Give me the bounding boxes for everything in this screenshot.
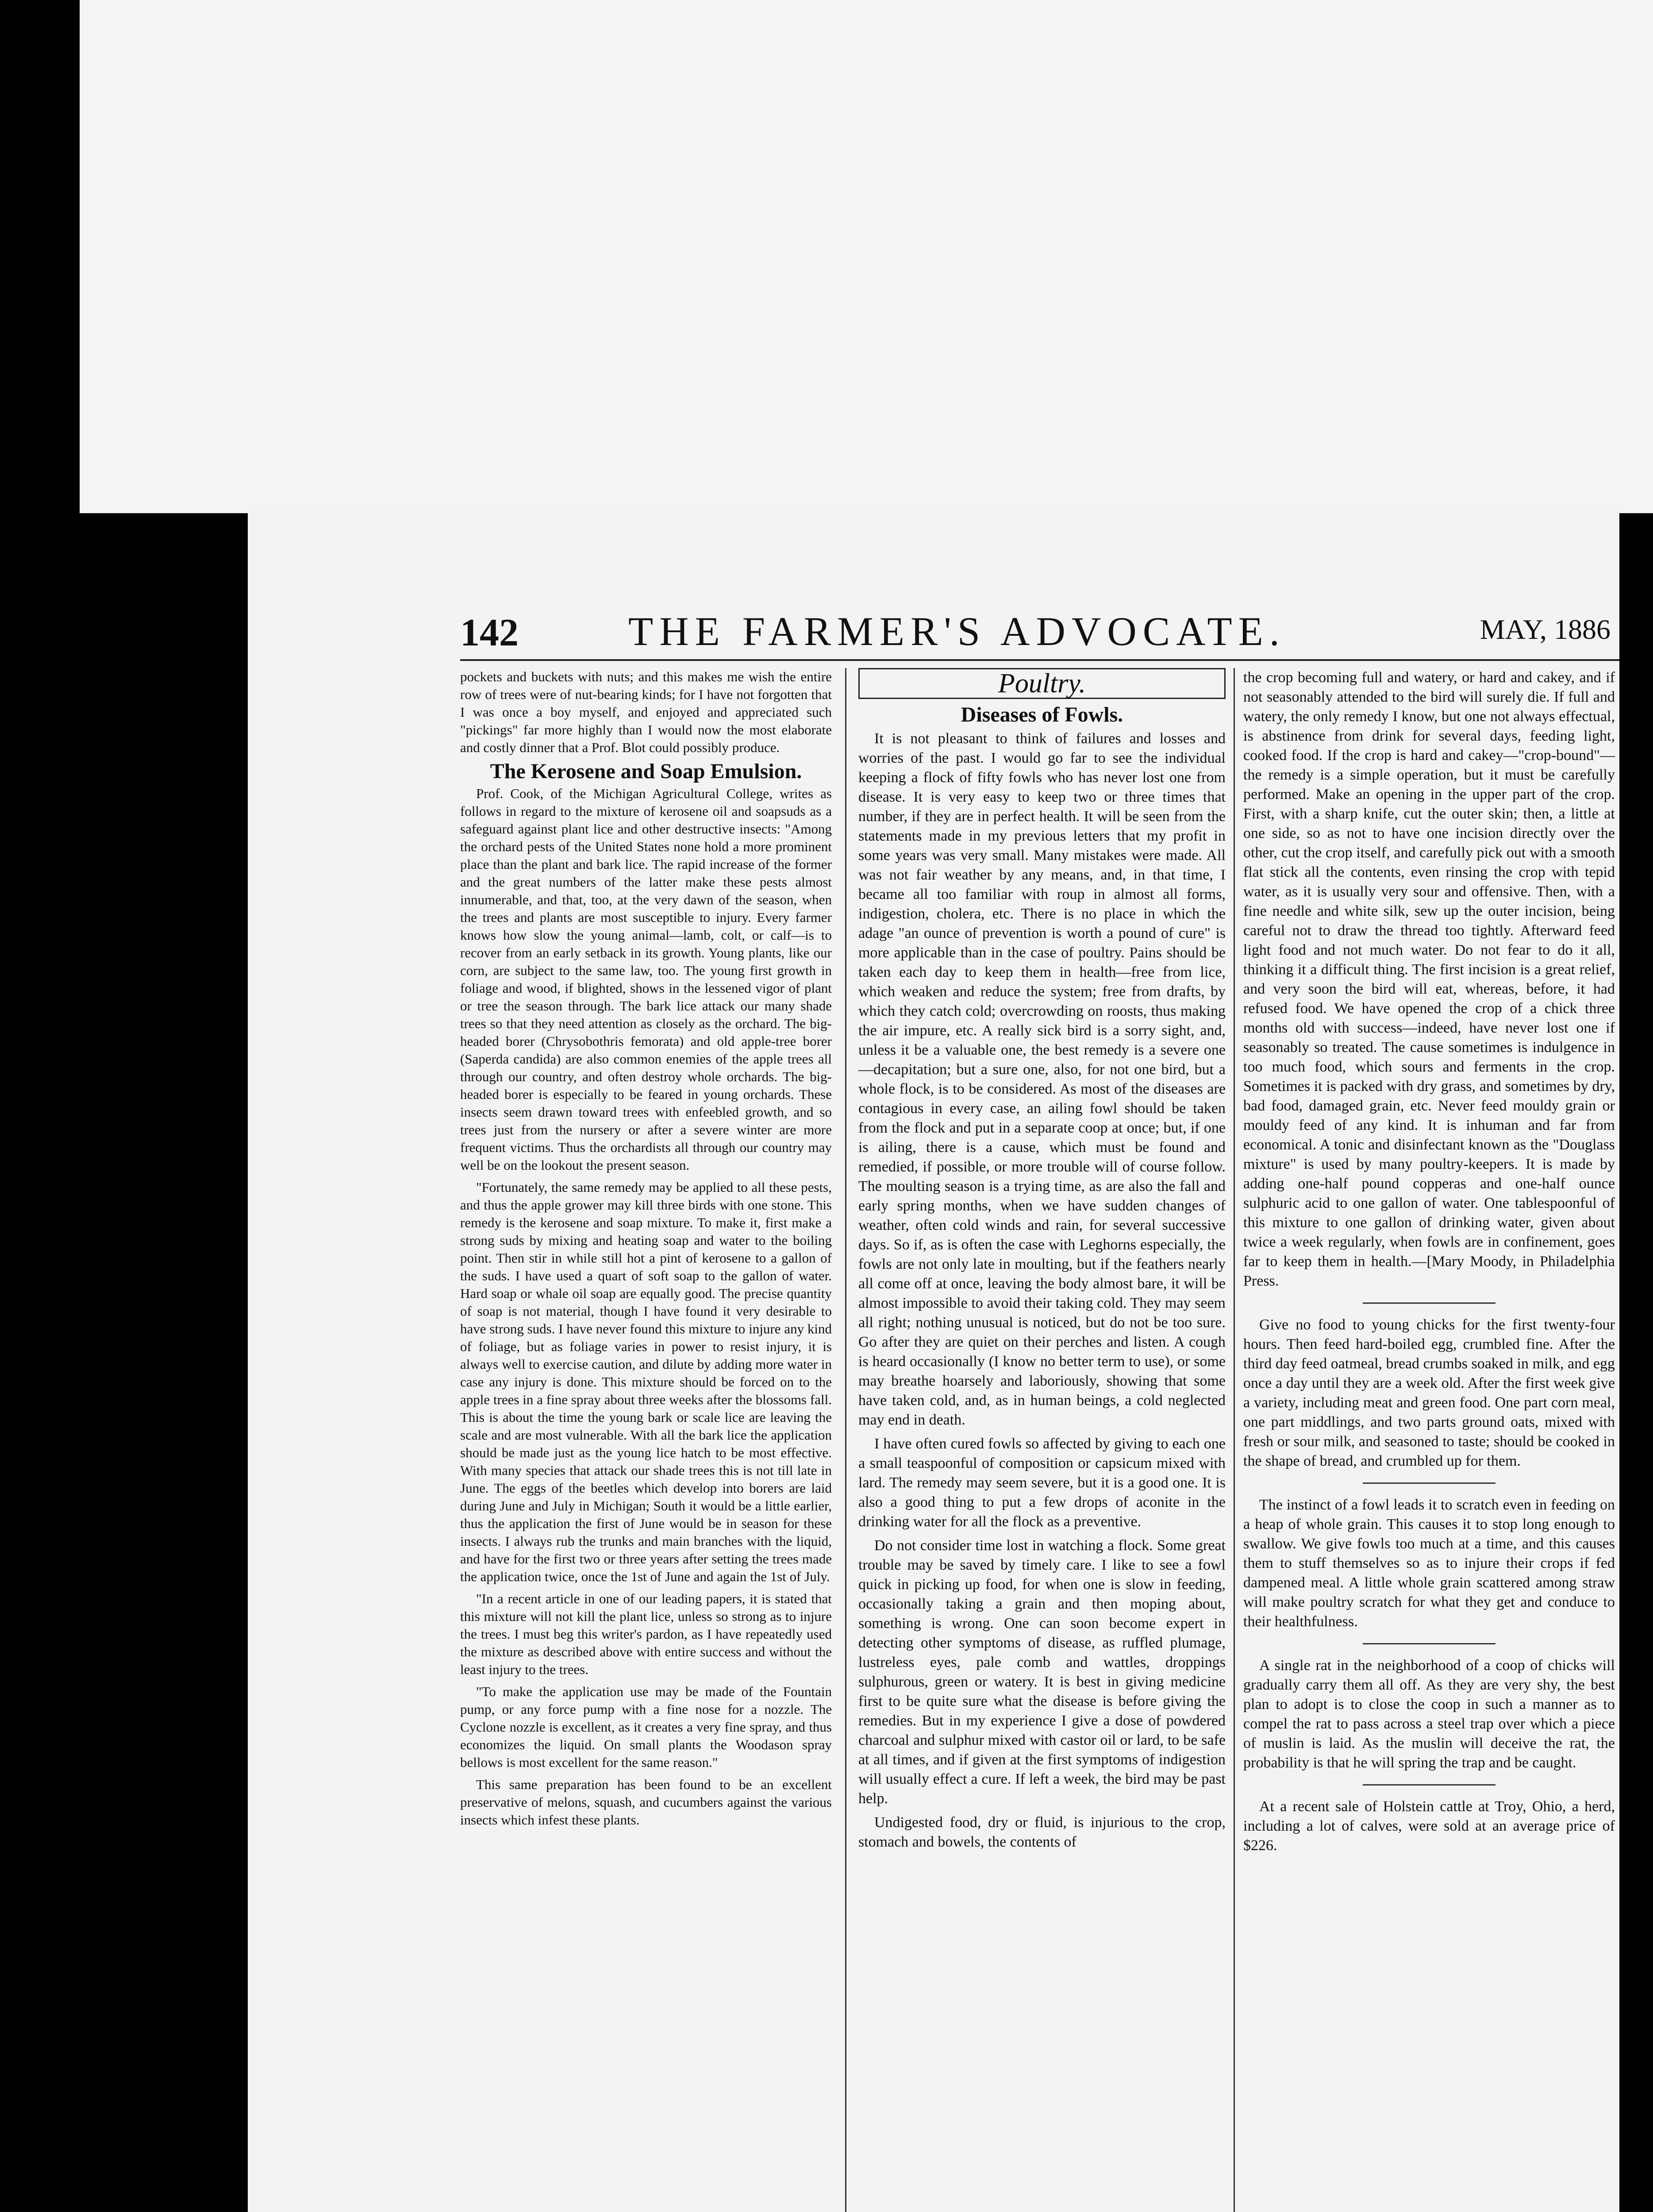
paragraph: At a recent sale of Holstein cattle at Troy, Ohio, a herd, including a lot of calves, were sold at an average price of $226. bbox=[1243, 1798, 1615, 1854]
paragraph: I have often cured fowls so affected by giving to each one a small teaspoonful of composition or capsicum mixed with lard. The remedy may seem severe, but it is a good one. It is also a good thing to put a few drops of aconite in the drinking water for all the flock as a preventive. bbox=[858, 1436, 1226, 1530]
paragraph: A single rat in the neighborhood of a coop of chicks will gradually carry them all off. As they are very shy, the best plan to adopt is to close the coop in such a manner as to compel the rat to pass across a steel trap over which a piece of muslin is laid. As the muslin will deceive the rat, the probability is that he will spring the trap and be caught. bbox=[1243, 1657, 1615, 1771]
paragraph: pockets and buckets with nuts; and this makes me wish the entire row of trees were of nut-bearing kinds; for I have not forgotten that I was once a boy myself, and enjoyed and appreciated such "pickings" far more highly than I would now the most elaborate and costly dinner that a Prof. Blot could possibly produce. bbox=[460, 669, 832, 755]
separator bbox=[1363, 1784, 1495, 1786]
section-title: Poultry. bbox=[858, 668, 1226, 699]
column-3 bbox=[1243, 668, 1615, 1860]
column-1 bbox=[460, 668, 832, 1833]
paragraph: The instinct of a fowl leads it to scratch even in feeding on a heap of whole grain. This causes it to stop long enough to swallow. We give fowls too much at a time, and this causes them to stuff themselves so as to injure their crops if fed dampened meal. A little whole grain scattered among straw will make poultry scratch for what they get and conduce to their healthfulness. bbox=[1243, 1497, 1615, 1630]
issue-date: MAY, 1886 bbox=[1480, 614, 1611, 645]
header-rule bbox=[460, 659, 1619, 661]
newspaper-page bbox=[248, 504, 1619, 2212]
paragraph: Give no food to young chicks for the first twenty-four hours. Then feed hard-boiled egg, crumbled fine. After the third day feed oatmeal, bread crumbs soaked in milk, and egg once a day until they are a week old. After the first week give a variety, including meat and green food. One part corn meal, one part middlings, and two parts ground oats, mixed with fresh or sour milk, and seasoned to taste; should be cooked in the shape of bread, and crumbled up for them. bbox=[1243, 1317, 1615, 1469]
separator bbox=[1363, 1302, 1495, 1304]
article-heading: The Kerosene and Soap Emulsion. bbox=[490, 760, 802, 783]
separator bbox=[1363, 1643, 1495, 1644]
paragraph: Do not consider time lost in watching a flock. Some great trouble may be saved by timely care. I like to see a fowl quick in picking up food, for when one is slow in feeding, occasionally taking a grain and then moping about, something is wrong. One can soon become expert in detecting other symptoms of disease, as ruffled plumage, lustreless eyes, pale comb and wattles, droppings sulphurous, green or watery. It is best in giving medicine first to be quite sure what the disease is before giving the remedies. But in my experience I give a dose of powdered charcoal and sulphur mixed with castor oil or lard, to be safe at all times, and if given at the first symptoms of indigestion will usually effect a cure. If left a week, the bird may be past help. bbox=[858, 1537, 1226, 1807]
article-heading: Diseases of Fowls. bbox=[961, 703, 1123, 726]
paragraph: "Fortunately, the same remedy may be applied to all these pests, and thus the apple grower may kill three birds with one stone. This remedy is the kerosene and soap mixture. To make it, first make a strong suds by mixing and heating soap and water to the boiling point. Then stir in while still hot a pint of kerosene to a gallon of the suds. I have used a quart of soft soap to the gallon of water. Hard soap or whale oil soap are equally good. The precise quantity of soap is not material, though I have found it very desirable to have strong suds. I have never found this mixture to injure any kind of foliage, but as foliage varies in power to resist injury, it is always well to exercise caution, and dilute by adding more water in case any injury is done. This mixture should be forced on to the apple trees in a fine spray about three weeks after the blossoms fall. This is about the time the young bark or scale lice are leaving the scale and are most vulnerable. With all the bark lice the application should be made just as the young lice hatch to be most effective. With many species that attack our shade trees this is not till late in June. The eggs of the beetles which develop into borers are laid during June and July in Michigan; South it would be a little earlier, thus the application the first of June would be in season for these insects. I always rub the trunks and main branches with the liquid, and have for the first two or three years after setting the trees made the application twice, once the 1st of June and again the 1st of July. bbox=[460, 1179, 832, 1584]
paragraph: This same preparation has been found to be an excellent preservative of melons, squash, and cucumbers against the various insects which infest these plants. bbox=[460, 1777, 832, 1828]
paragraph: It is not pleasant to think of failures and losses and worries of the past. I would go far to see the individual keeping a flock of fifty fowls who has never lost one from disease. It is very easy to keep two or three times that number, if they are in perfect health. It will be seen from the statements made in my previous letters that my profit in some years was very small. Many mistakes were made. All was not fair weather by any means, and, in that time, I became all too familiar with roup in almost all forms, indigestion, cholera, etc. There is no place in which the adage "an ounce of prevention is worth a pound of cure" is more applicable than in the case of poultry. Pains should be taken each day to keep them in health—free from lice, which weaken and reduce the system; free from drafts, by which they catch cold; overcrowding on roosts, thus making the air impure, etc. A really sick bird is a sorry sight, and, unless it be a valuable one, the best remedy is a severe one—decapitation; but a sure one, also, for not one bird, but a whole flock, is to be considered. As most of the diseases are contagious in every case, an ailing fowl should be taken from the flock and put in a separate coop at once; but, if one is ailing, there is a cause, which must be found and remedied, if possible, or more trouble will of course follow. The moulting season is a trying time, as are also the fall and early spring months, when we have sudden changes of weather, often cold winds and rain, for several successive days. So if, as is often the case with Leghorns especially, the fowls are not only late in moulting, but if the feathers nearly all come off at once, leaving the body almost bare, it will be almost impossible to avoid their taking cold. They may seem all right; nothing unusual is noticed, but do not be too sure. Go after they are quiet on their perches and listen. A cough is heard occasionally (I know no better term to use), or some may breathe hoarsely and laboriously, showing that some have taken cold, and, as in human beings, a cold neglected may end in death. bbox=[858, 730, 1226, 1428]
page-header bbox=[460, 602, 1619, 655]
column-divider bbox=[845, 668, 846, 2212]
page-number: 142 bbox=[460, 611, 519, 654]
paragraph: "In a recent article in one of our leading papers, it is stated that this mixture will not kill the plant lice, unless so strong as to injure the trees. I must beg this writer's pardon, as I have repeatedly used the mixture as described above with entire success and without the least injury to the trees. bbox=[460, 1591, 832, 1677]
paragraph: Prof. Cook, of the Michigan Agricultural College, writes as follows in regard to the mixture of kerosene oil and soapsuds as a safeguard against plant lice and other destructive insects: "Among the orchard pests of the United States none hold a more prominent place than the plant and bark lice. The rapid increase of the former and the great numbers of the latter make these pests almost innumerable, and that, too, at the very dawn of the season, when the trees and plants are most susceptible to injury. Every farmer knows how slow the young animal—lamb, colt, or calf—is to recover from an early setback in its growth. Young plants, like our corn, are subject to the same law, too. The young first growth in foliage and wood, if blighted, shows in the lessened vigor of plant or tree the season through. The bark lice attack our many shade trees so that they need attention as closely as the orchard. The big-headed borer (Chrysobothris femorata) and old apple-tree borer (Saperda candida) are also common enemies of the apple trees all through our country, and often destroy whole orchards. The big-headed borer is especially to be feared in young orchards. These insects seem drawn toward trees with enfeebled growth, and so trees just from the nursery or after a severe winter are more frequent victims. Thus the orchardists all through our country may well be on the lookout the present season. bbox=[460, 786, 832, 1173]
paragraph: Undigested food, dry or fluid, is injurious to the crop, stomach and bowels, the contents of bbox=[858, 1814, 1226, 1850]
paragraph: the crop becoming full and watery, or hard and cakey, and if not seasonably attended to the bird will surely die. If full and watery, the only remedy I know, but one not always effectual, is abstinence from drink for several days, feeding light, cooked food. If the crop is hard and cakey—"crop-bound"—the remedy is a simple operation, but it must be carefully performed. Make an opening in the upper part of the crop. First, with a sharp knife, cut the outer skin; then, a little at one side, so as not to have one incision directly over the other, cut the crop itself, and carefully pick out with a smooth flat stick all the contents, even rinsing the crop with tepid water, as it is usually very sour and offensive. Then, with a fine needle and white silk, sew up the outer incision, being careful not to draw the thread too tightly. Afterward feed light food and not much water. Do not fear to do it all, thinking it a difficult thing. The first incision is a great relief, and very soon the bird will eat, whereas, before, it had refused food. We have opened the crop of a chick three months old with success—indeed, have never lost one if seasonably so treated. The cause sometimes is indulgence in too much food, which sours and ferments in the crop. Sometimes it is packed with dry grass, and sometimes by dry, bad food, damaged grain, etc. Never feed mouldy grain or mouldy feed of any kind. It is inhuman and far from economical. A tonic and disinfectant known as the "Douglass mixture" is used by many poultry-keepers. It is made by adding one-half pound copperas and one-half ounce sulphuric acid to one gallon of water. One tablespoonful of this mixture to one gallon of drinking water, given about twice a week regularly, when fowls are in confinement, goes far to keep them in health.—[Mary Moody, in Philadelphia Press. bbox=[1243, 669, 1615, 1289]
separator bbox=[1363, 1482, 1495, 1484]
film-background bbox=[80, 0, 1653, 513]
column-2 bbox=[858, 668, 1226, 1856]
masthead: THE FARMER'S ADVOCATE. bbox=[628, 609, 1286, 654]
paragraph: "To make the application use may be made of the Fountain pump, or any force pump with a fine nose for a nozzle. The Cyclone nozzle is excellent, as it creates a very fine spray, and thus economizes the liquid. On small plants the Woodason spray bellows is most excellent for the same reason." bbox=[460, 1684, 832, 1770]
column-divider bbox=[1234, 668, 1235, 2212]
